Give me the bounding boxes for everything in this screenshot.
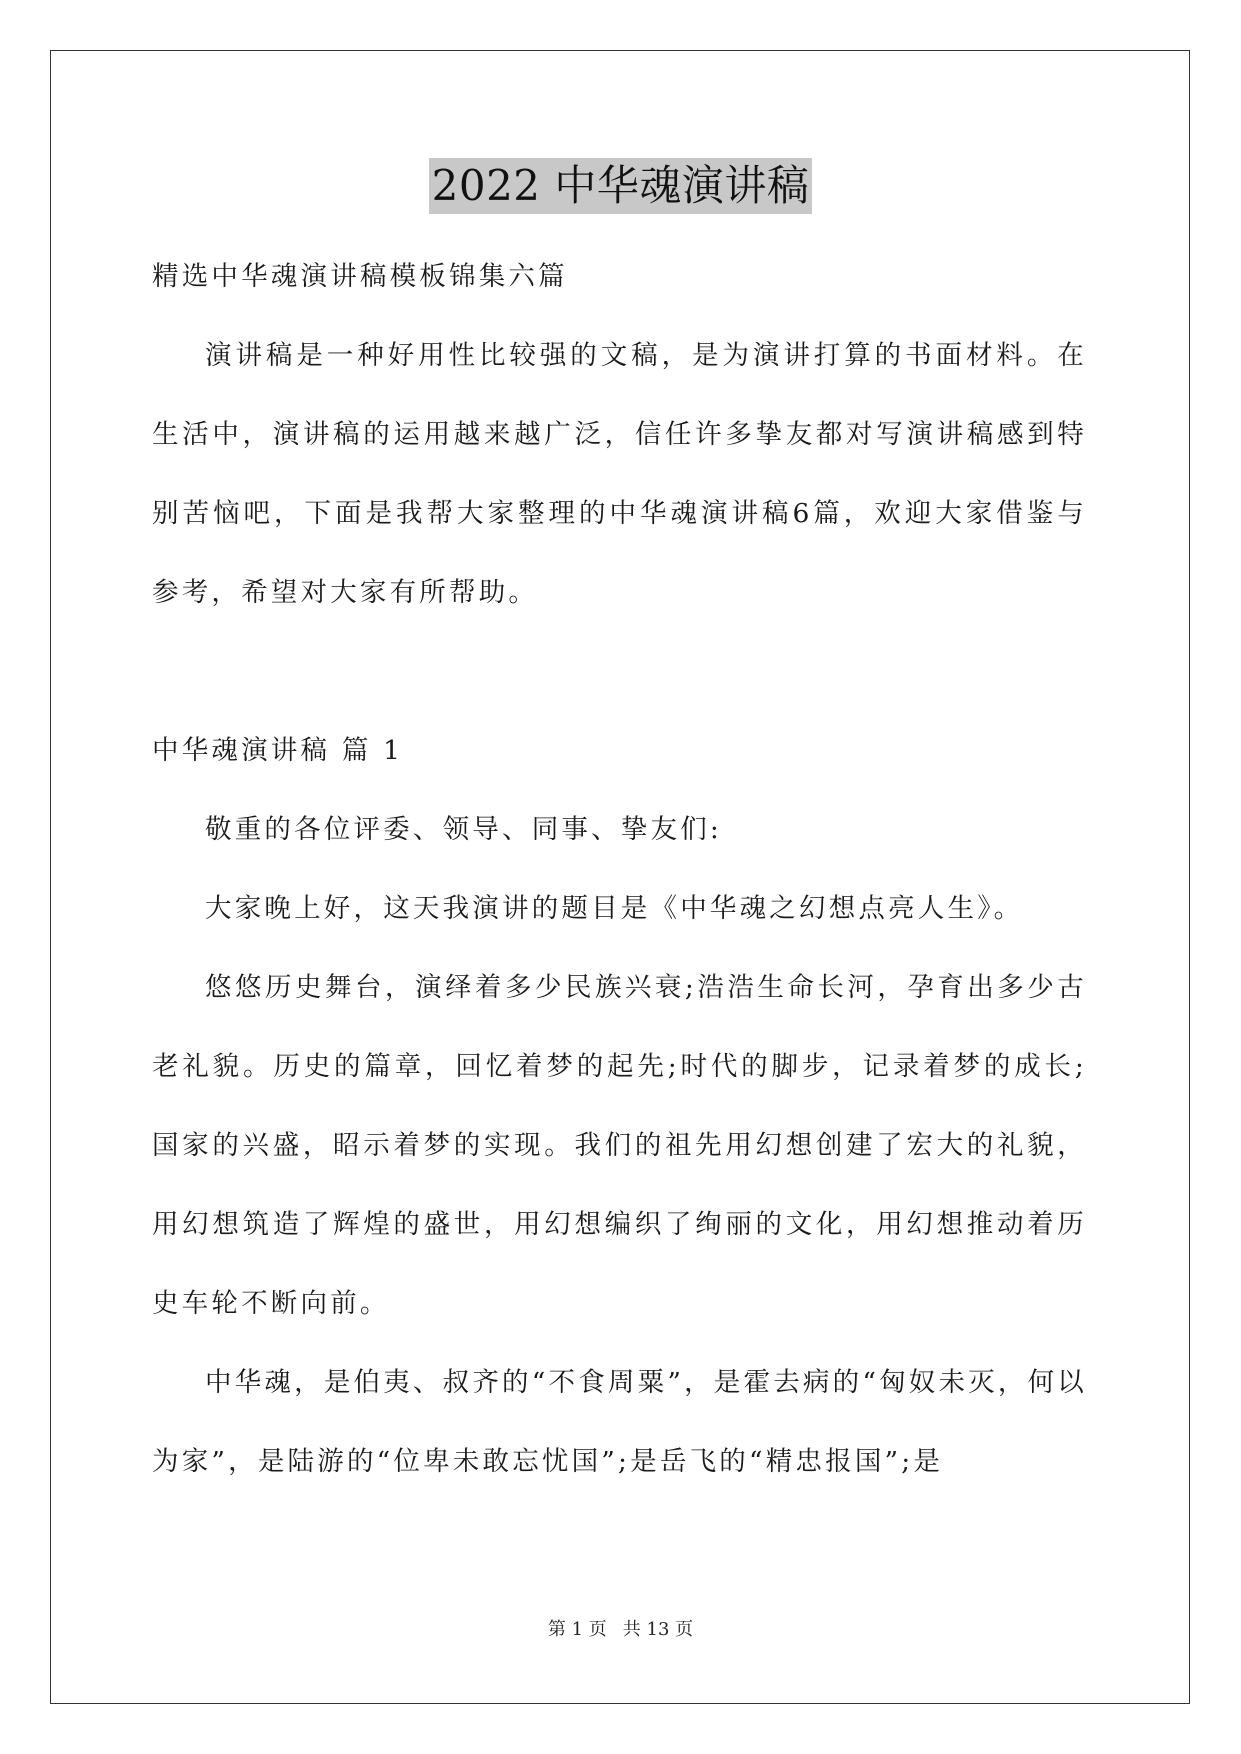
salutation-paragraph: 敬重的各位评委、领导、同事、挚友们:: [205, 814, 723, 845]
intro-paragraph: 演讲稿是一种好用性比较强的文稿，是为演讲打算的书面材料。在生活中，演讲稿的运用越来越广泛，信任许多挚友都对写演讲稿感到特别苦恼吧，下面是我帮大家整理的中华魂演讲稿6篇，欢迎大家借鉴与参考，希望对大家有所帮助。: [152, 340, 1087, 608]
total-pages: 共 13 页: [622, 1619, 694, 1640]
section-spacer: [152, 632, 1087, 711]
body-paragraph: 悠悠历史舞台，演绎着多少民族兴衰;浩浩生命长河，孕育出多少古老礼貌。历史的篇章，回忆着梦的起先;时代的脚步，记录着梦的成长;国家的兴盛，昭示着梦的实现。我们的祖先用幻想创建了宏大的礼貌，用幻想筑造了辉煌的盛世，用幻想编织了绚丽的文化，用幻想推动着历史车轮不断向前。: [152, 972, 1087, 1319]
subtitle: 精选中华魂演讲稿模板锦集六篇: [152, 261, 568, 292]
page-number: 第 1 页: [547, 1619, 607, 1640]
section-heading: 中华魂演讲稿 篇 1: [152, 735, 404, 766]
document-body: [152, 237, 1087, 1501]
greeting-paragraph: 大家晚上好，这天我演讲的题目是《中华魂之幻想点亮人生》。: [205, 893, 1024, 924]
page-title: 2022 中华魂演讲稿: [429, 158, 813, 214]
title-container: [0, 158, 1241, 214]
body-paragraph: 中华魂，是伯夷、叔齐的“不食周粟”，是霍去病的“匈奴未灭，何以为家”，是陆游的“位卑未敢忘忧国”;是岳飞的“精忠报国”;是: [152, 1367, 1087, 1477]
page-footer: [0, 1618, 1241, 1642]
